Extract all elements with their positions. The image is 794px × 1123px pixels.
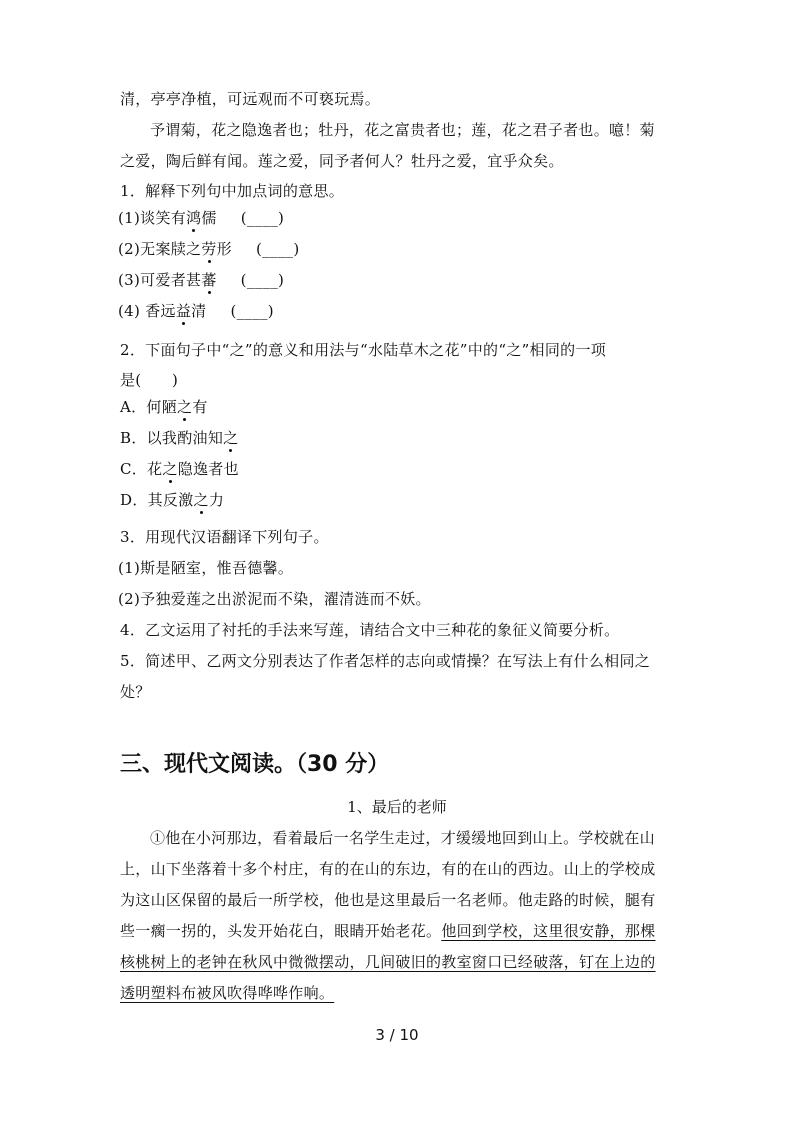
question-2-stem-cont: 是( )	[120, 371, 179, 389]
dotted-char: 之	[193, 491, 209, 509]
story-line	[120, 951, 656, 973]
option-text: 隐逸者也	[177, 460, 239, 478]
story-text: 些一瘸一拐的，头发开始花白，眼睛开始老花。	[120, 922, 442, 940]
answer-blank[interactable]: (____)	[240, 209, 285, 227]
dotted-char: 之	[177, 398, 193, 416]
option-text: B．以我酌油知	[120, 429, 224, 447]
question-1-item	[118, 300, 274, 322]
option-text: C．花	[120, 460, 163, 478]
passage-line: 予谓菊，花之隐逸者也；牡丹，花之富贵者也；莲，花之君子者也。噫！菊	[150, 121, 655, 139]
story-line: ①他在小河那边，看着最后一名学生走过，才缓缓地回到山上。学校就在山	[150, 829, 655, 847]
item-text: (2)无案牍之	[118, 240, 202, 258]
option-text: 有	[192, 398, 208, 416]
story-line	[120, 982, 334, 1004]
passage-line: 清，亭亭净植，可远观而不可亵玩焉。	[120, 90, 381, 108]
option-text: 力	[208, 491, 225, 509]
underlined-sentence: 核桃树上的老钟在秋风中微微摆动，几间破旧的教室窗口已经破落，钉在上边的	[120, 953, 656, 971]
question-5-stem-cont: 处？	[120, 683, 151, 701]
section-heading: 三、现代文阅读。（30 分）	[120, 752, 390, 777]
item-text: 儒	[201, 209, 217, 227]
question-4-stem: 4．乙文运用了衬托的手法来写莲，请结合文中三种花的象征义简要分析。	[120, 621, 620, 639]
item-text: 清	[191, 302, 207, 320]
underlined-sentence: 他回到学校，这里很安静，那棵	[441, 922, 656, 940]
question-2-stem: 2．下面句子中“之”的意义和用法与“水陆草木之花”中的“之”相同的一项	[120, 341, 607, 359]
answer-blank[interactable]: (____)	[240, 271, 285, 289]
question-1-item	[118, 207, 284, 229]
dotted-char: 益	[175, 302, 192, 320]
dotted-char: 蕃	[201, 271, 217, 289]
story-line: 上，山下坐落着十多个村庄，有的在山的东边，有的在山的西边。山上的学校成	[120, 860, 656, 878]
item-text: (3)可爱者甚	[118, 271, 202, 289]
story-line: 为这山区保留的最后一所学校，他也是这里最后一名老师。他走路的时候，腿有	[120, 891, 656, 909]
option-d[interactable]	[120, 489, 224, 511]
option-text: A．何陋	[120, 398, 178, 416]
story-title: 1、最后的老师	[347, 798, 447, 816]
dotted-char: 之	[162, 460, 178, 478]
item-text: (4) 香远	[118, 302, 176, 320]
option-text: D．其反激	[120, 491, 194, 509]
dotted-char: 鸿	[186, 209, 202, 227]
option-a[interactable]	[120, 396, 208, 418]
question-3-item: (2)予独爱莲之出淤泥而不染，濯清涟而不妖。	[118, 590, 431, 608]
underlined-sentence: 透明塑料布被风吹得哗哗作响。	[120, 984, 335, 1002]
item-text: 形	[216, 240, 232, 258]
question-5-stem: 5．简述甲、乙两文分别表达了作者怎样的志向或情操？在写法上有什么相同之	[120, 652, 651, 670]
page-number: 3 / 10	[375, 1026, 419, 1044]
passage-line: 之爱，陶后鲜有闻。莲之爱，同予者何人？牡丹之爱，宜乎众矣。	[120, 152, 564, 170]
question-3-stem: 3．用现代汉语翻译下列句子。	[120, 528, 329, 546]
question-1-item	[118, 269, 284, 291]
item-text: (1)谈笑有	[118, 209, 187, 227]
story-line	[120, 920, 656, 942]
question-1-item	[118, 238, 300, 260]
answer-blank[interactable]: (____)	[255, 240, 300, 258]
option-b[interactable]	[120, 427, 238, 449]
dotted-char: 之	[223, 429, 239, 447]
option-c[interactable]	[120, 458, 239, 480]
question-3-item: (1)斯是陋室，惟吾德馨。	[118, 559, 294, 577]
answer-blank[interactable]: (____)	[230, 302, 274, 320]
dotted-char: 劳	[201, 240, 217, 258]
question-1-stem: 1．解释下列句中加点词的意思。	[120, 182, 345, 200]
